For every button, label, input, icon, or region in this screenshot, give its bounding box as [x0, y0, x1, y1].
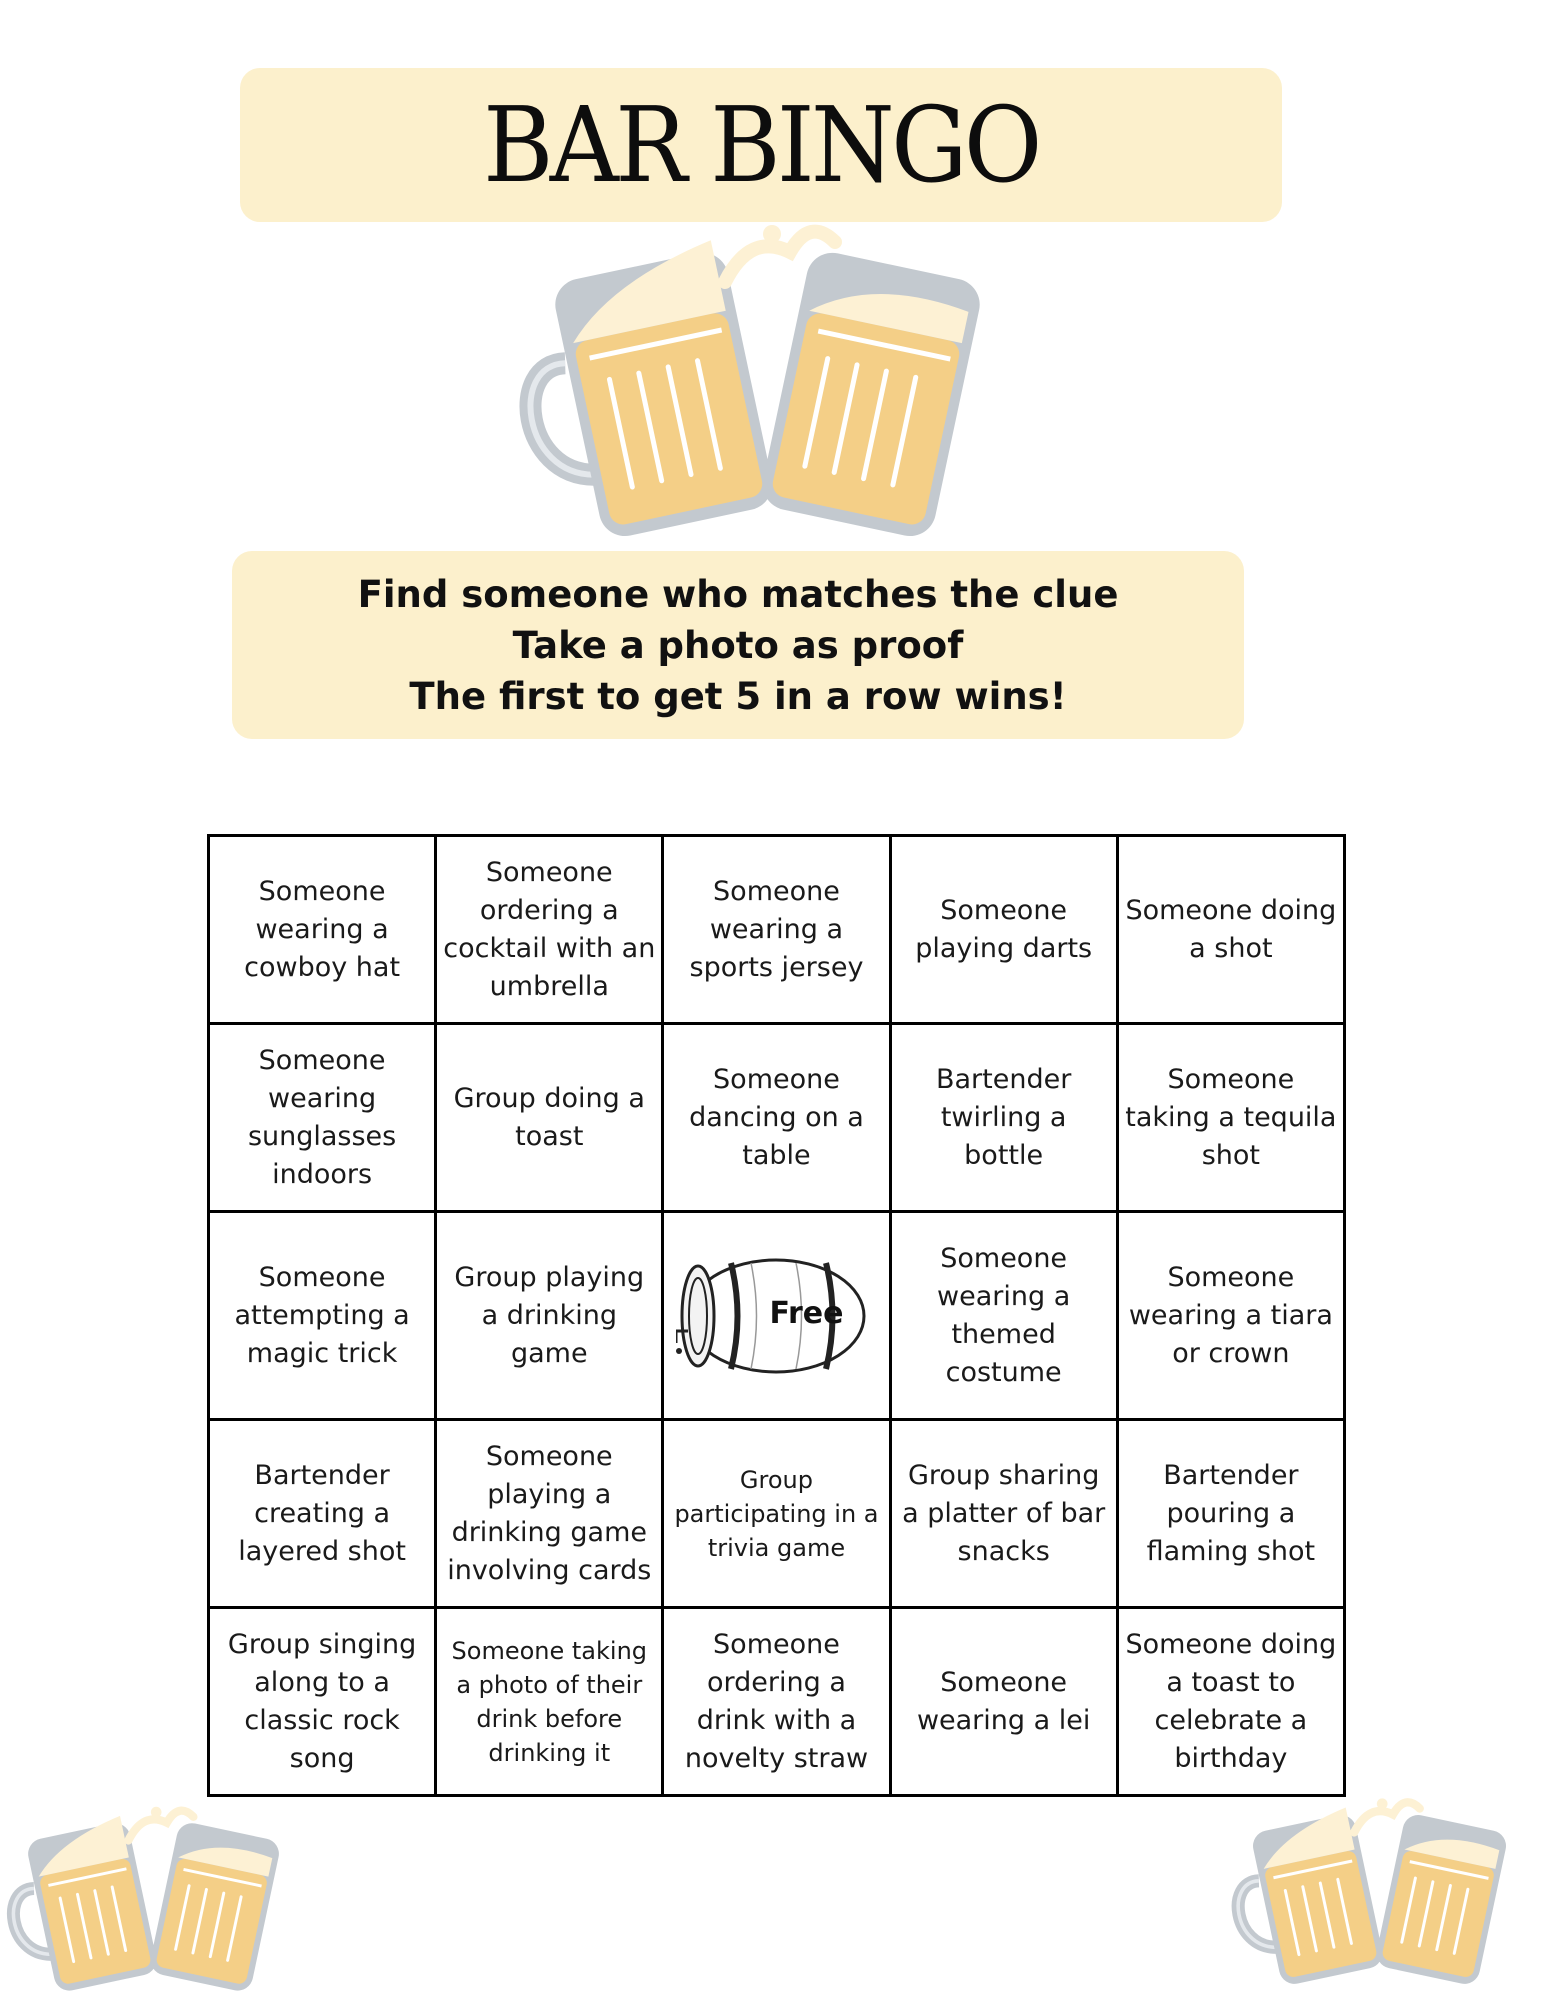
- bingo-cell[interactable]: Someone ordering a cocktail with an umbrella: [436, 836, 663, 1024]
- grid-row: [209, 1608, 1345, 1796]
- bingo-cell[interactable]: Someone taking a tequila shot: [1117, 1024, 1344, 1212]
- clinking-beer-mugs-icon: [0, 1805, 310, 2000]
- bingo-cell[interactable]: Someone wearing a tiara or crown: [1117, 1212, 1344, 1420]
- instruction-line: The first to get 5 in a row wins!: [409, 674, 1067, 718]
- instructions-banner: [232, 551, 1244, 739]
- bingo-cell[interactable]: Someone playing darts: [890, 836, 1117, 1024]
- bingo-cell[interactable]: Bartender pouring a flaming shot: [1117, 1420, 1344, 1608]
- bingo-cell[interactable]: Someone attempting a magic trick: [209, 1212, 436, 1420]
- bingo-cell[interactable]: Group playing a drinking game: [436, 1212, 663, 1420]
- bingo-cell[interactable]: Someone ordering a drink with a novelty straw: [663, 1608, 890, 1796]
- bingo-cell[interactable]: Someone doing a toast to celebrate a birthday: [1117, 1608, 1344, 1796]
- grid-row: [209, 836, 1345, 1024]
- bingo-cell[interactable]: Someone wearing a cowboy hat: [209, 836, 436, 1024]
- instruction-line: Find someone who matches the clue: [357, 572, 1119, 616]
- instruction-line: Take a photo as proof: [512, 623, 964, 667]
- bingo-grid: [207, 834, 1346, 1797]
- bingo-cell[interactable]: Someone taking a photo of their drink before drinking it: [436, 1608, 663, 1796]
- page-title: BAR BINGO: [483, 84, 1039, 206]
- bingo-cell[interactable]: Bartender twirling a bottle: [890, 1024, 1117, 1212]
- bingo-cell[interactable]: Someone doing a shot: [1117, 836, 1344, 1024]
- clinking-beer-mugs-icon: [510, 222, 1030, 552]
- free-space-label: Free: [769, 1295, 844, 1331]
- title-banner: [240, 68, 1282, 222]
- bingo-cell[interactable]: Group participating in a trivia game: [663, 1420, 890, 1608]
- grid-row: [209, 1420, 1345, 1608]
- bingo-cell[interactable]: Someone dancing on a table: [663, 1024, 890, 1212]
- bingo-cell[interactable]: Bartender creating a layered shot: [209, 1420, 436, 1608]
- bingo-cell[interactable]: Someone wearing a themed costume: [890, 1212, 1117, 1420]
- bingo-cell[interactable]: Someone wearing a sports jersey: [663, 836, 890, 1024]
- bingo-cell[interactable]: Group singing along to a classic rock song: [209, 1608, 436, 1796]
- bingo-cell[interactable]: Someone wearing a lei: [890, 1608, 1117, 1796]
- bingo-cell[interactable]: Group sharing a platter of bar snacks: [890, 1420, 1117, 1608]
- bingo-cell[interactable]: Group doing a toast: [436, 1024, 663, 1212]
- bingo-cell[interactable]: Someone playing a drinking game involving cards: [436, 1420, 663, 1608]
- clinking-beer-mugs-icon: [1226, 1790, 1536, 2000]
- grid-row: [209, 1024, 1345, 1212]
- grid-row: [209, 1212, 1345, 1420]
- free-space-cell[interactable]: [663, 1212, 890, 1420]
- bingo-cell[interactable]: Someone wearing sunglasses indoors: [209, 1024, 436, 1212]
